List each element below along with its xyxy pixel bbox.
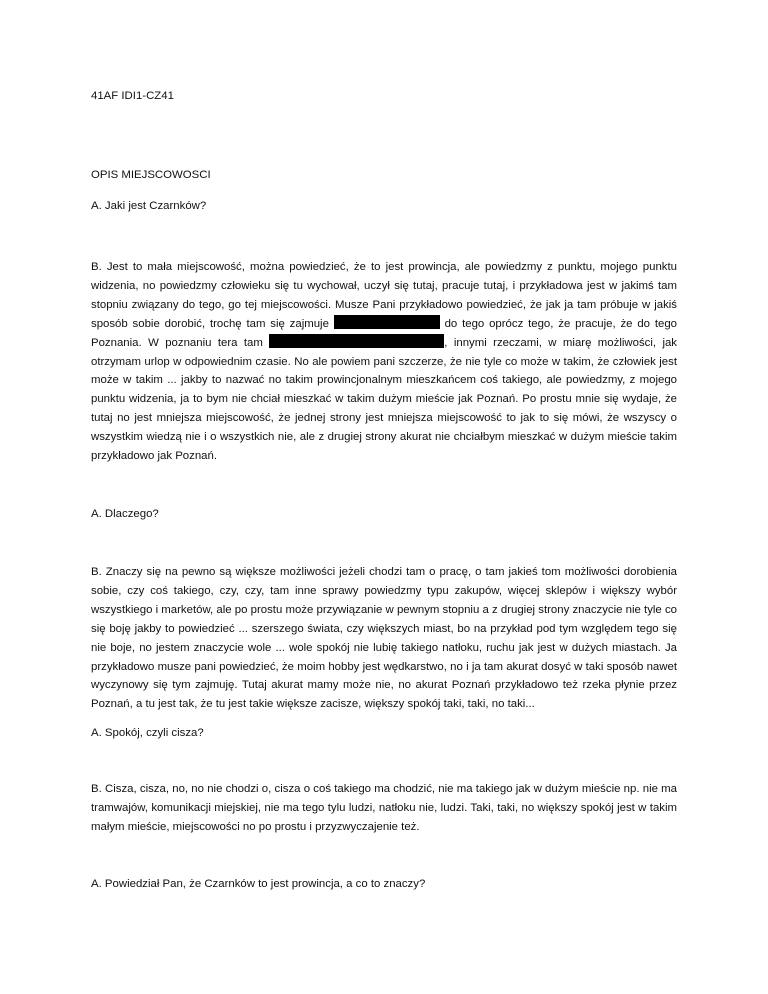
question-3: A. Spokój, czyli cisza? bbox=[91, 727, 204, 739]
question-4: A. Powiedział Pan, że Czarnków to jest prowincja, a co to znaczy? bbox=[91, 878, 426, 890]
document-code: 41AF IDI1-CZ41 bbox=[91, 90, 174, 102]
redaction-box-2 bbox=[269, 334, 444, 348]
answer-1 bbox=[91, 258, 677, 466]
section-title: OPIS MIEJSCOWOSCI bbox=[91, 169, 211, 181]
redaction-box-1 bbox=[334, 315, 440, 329]
answer-1-part-1: B. Jest to mała miejscowość, można powiedzieć, że to jest prowincja, ale powiedzmy z punktu, mojego punktu widzenia, no powiedzmy człowieku się tu wychował, uczył się tutaj, pracuje tutaj, i przykładowa jest w jakimś tam stopniu związany do tego, go tej miejscowości. Musze Pani przykładowo powiedzieć, że jak ja tam próbuje w jakiś sposób sobie dorobić, trochę tam się zajmuje bbox=[91, 261, 677, 330]
question-2: A. Dlaczego? bbox=[91, 508, 159, 520]
answer-3: B. Cisza, cisza, no, no nie chodzi o, cisza o coś takiego ma chodzić, nie ma takiego jak w dużym mieście np. nie ma tramwajów, komunikacji miejskiej, nie ma tego tylu ludzi, natłoku nie, ludzi. Taki, taki, no większy spokój jest w takim małym mieście, miejscowości no po prostu i przyzwyczajenie też. bbox=[91, 783, 677, 833]
answer-1-part-2: do tego oprócz tego, że pracuje, że do tego Poznania. W poznaniu tera tam bbox=[91, 317, 677, 349]
answer-1-part-3: , innymi rzeczami, w miarę możliwości, jak otrzymam urlop w odpowiednim czasie. No ale powiem pani szczerze, że nie tyle co może w takim, że człowiek jest może w takim ... jakby to nazwać no takim prowincjonalnym mieszkańcem coś takiego, ale powiedzmy, z mojego punktu widzenia, ja to bym nie chciał mieszkać w takim dużym mieście jak Poznań. Po prostu mnie się wydaje, że tutaj no jest mniejsza miejscowość, że jednej strony jest mniejsza miejscowość to jak to się mówi, że wszyscy o wszystkim wiedzą nie i o wszystkich nie, ale z drugiej strony akurat nie chciałbym mieszkać w dużym mieście takim przykładowo jak Poznań. bbox=[91, 336, 678, 463]
question-1: A. Jaki jest Czarnków? bbox=[91, 200, 207, 212]
answer-2: B. Znaczy się na pewno są większe możliwości jeżeli chodzi tam o pracę, o tam jakieś tom możliwości dorobienia sobie, czy coś takiego, czy, czy, tam inne sprawy powiedzmy typu zakupów, więcej sklepów i większy wybór wszystkiego i marketów, ale po prostu może przywiązanie w pewnym stopniu a z drugiej strony znaczycie nie tyle co się boję jakby to powiedzieć ... szerszego świata, czy większych miast, bo na przykład pod tym względem tego się nie boje, no jestem znaczycie wole ... wole spokój nie lubię takiego natłoku, ruchu jak jest w dużych miastach. Ja przykładowo musze pani powiedzieć, że moim hobby jest wędkarstwo, no i ja tam akurat dosyć w taki sposób nawet wyczynowy się tym zajmuję. Tutaj akurat mamy może nie, no akurat Poznań przykładowo też rzeka płynie przez Poznań, a tu jest tak, że tu jest takie większe zacisze, większy spokój taki, taki, no taki... bbox=[91, 566, 677, 711]
